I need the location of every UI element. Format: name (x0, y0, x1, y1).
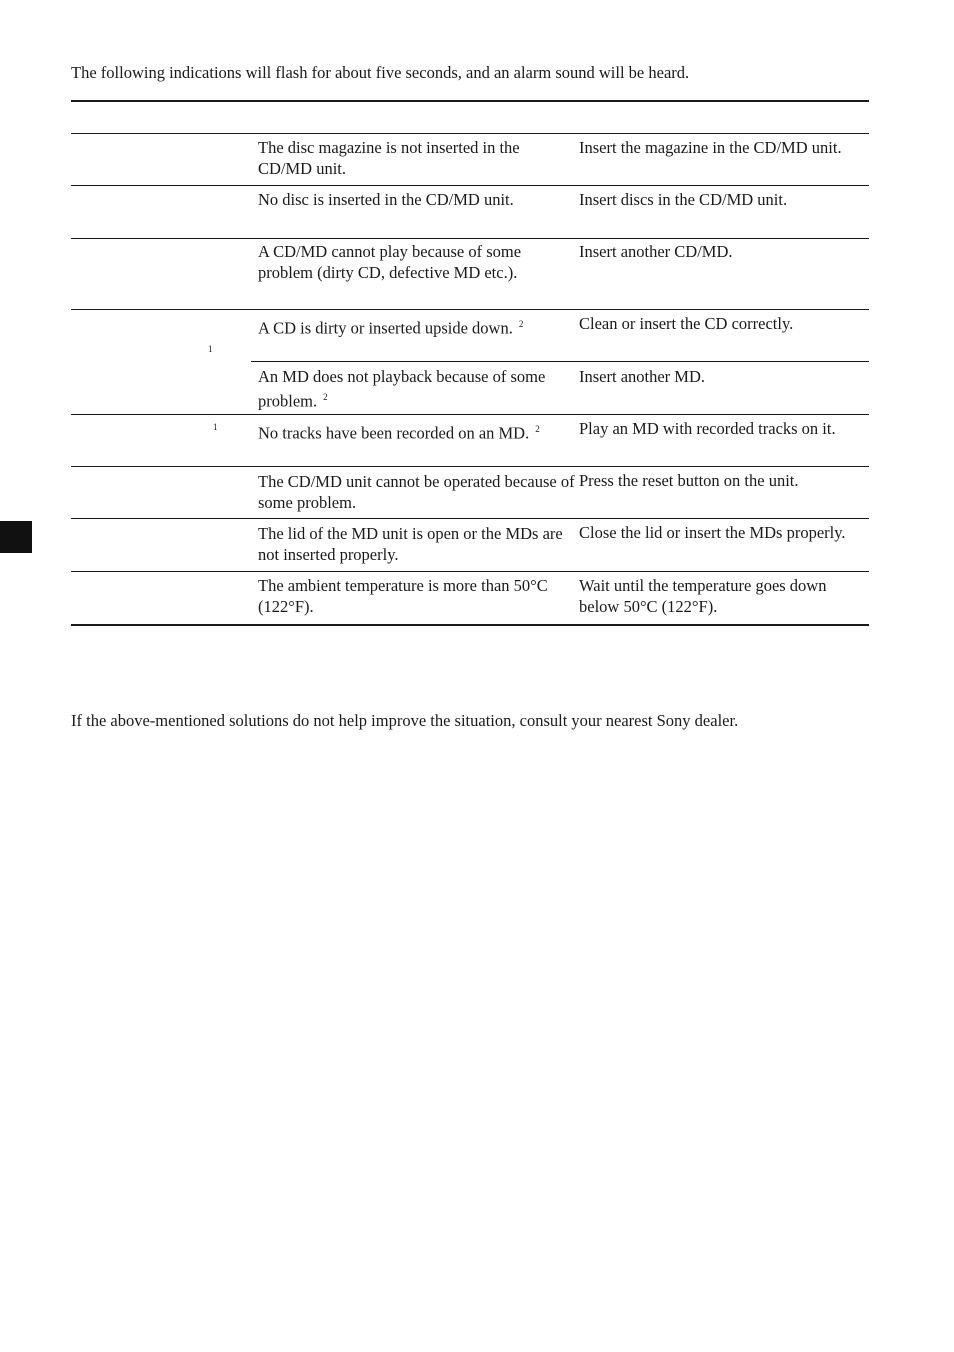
row-divider (71, 518, 869, 519)
table-row-remedy: Insert another MD. (579, 367, 706, 386)
intro-text: The following indications will flash for about five seconds, and an alarm sound will be heard. (71, 63, 690, 82)
table-row-remedy: Close the lid or insert the MDs properly. (579, 523, 846, 542)
row-divider (71, 238, 869, 239)
table-row-remedy: Insert discs in the CD/MD unit. (579, 190, 788, 209)
table-row-cause: No tracks have been recorded on an MD. $^2$ (258, 423, 540, 443)
table-row-remedy: Play an MD with recorded tracks on it. (579, 419, 836, 438)
indication-footnote-mark: 1 (213, 422, 218, 432)
row-divider (71, 309, 869, 310)
top-rule (71, 100, 869, 102)
row-divider (71, 185, 869, 186)
table-row-cause: The ambient temperature is more than 50°C (122°F). (258, 576, 548, 616)
table-row-remedy: Insert another CD/MD. (579, 242, 733, 261)
footnote-mark: 2 (535, 424, 540, 434)
table-row-cause: No disc is inserted in the CD/MD unit. (258, 190, 514, 209)
table-row-cause: A CD is dirty or inserted upside down. $^2$ (258, 318, 524, 338)
table-row-remedy: Insert the magazine in the CD/MD unit. (579, 138, 842, 157)
section-tab-marker (0, 521, 32, 553)
table-bottom-rule (71, 624, 869, 626)
table-row-cause: The disc magazine is not inserted in the CD/MD unit. (258, 138, 520, 178)
table-row-remedy: Clean or insert the CD correctly. (579, 314, 794, 333)
table-row-cause: An MD does not playback because of some problem. $^2$ (258, 367, 546, 411)
table-row-cause: A CD/MD cannot play because of some problem (dirty CD, defective MD etc.). (258, 242, 522, 282)
table-row-cause: The lid of the MD unit is open or the MDs are not inserted properly. (258, 524, 563, 564)
row-divider (71, 466, 869, 467)
footnote-mark: 2 (323, 392, 328, 402)
table-row-remedy: Wait until the temperature goes down below 50°C (122°F). (579, 576, 827, 616)
row-divider (71, 414, 869, 415)
row-divider (71, 571, 869, 572)
table-row-remedy: Press the reset button on the unit. (579, 471, 799, 490)
row-divider (251, 361, 869, 362)
table-row-cause: The CD/MD unit cannot be operated because of some problem. (258, 472, 575, 512)
footnote-mark: 2 (518, 319, 524, 329)
table-header-rule (71, 133, 869, 134)
closing-paragraph: If the above-mentioned solutions do not help improve the situation, consult your nearest Sony dealer. (71, 711, 739, 730)
indication-footnote-mark: 1 (208, 344, 213, 354)
